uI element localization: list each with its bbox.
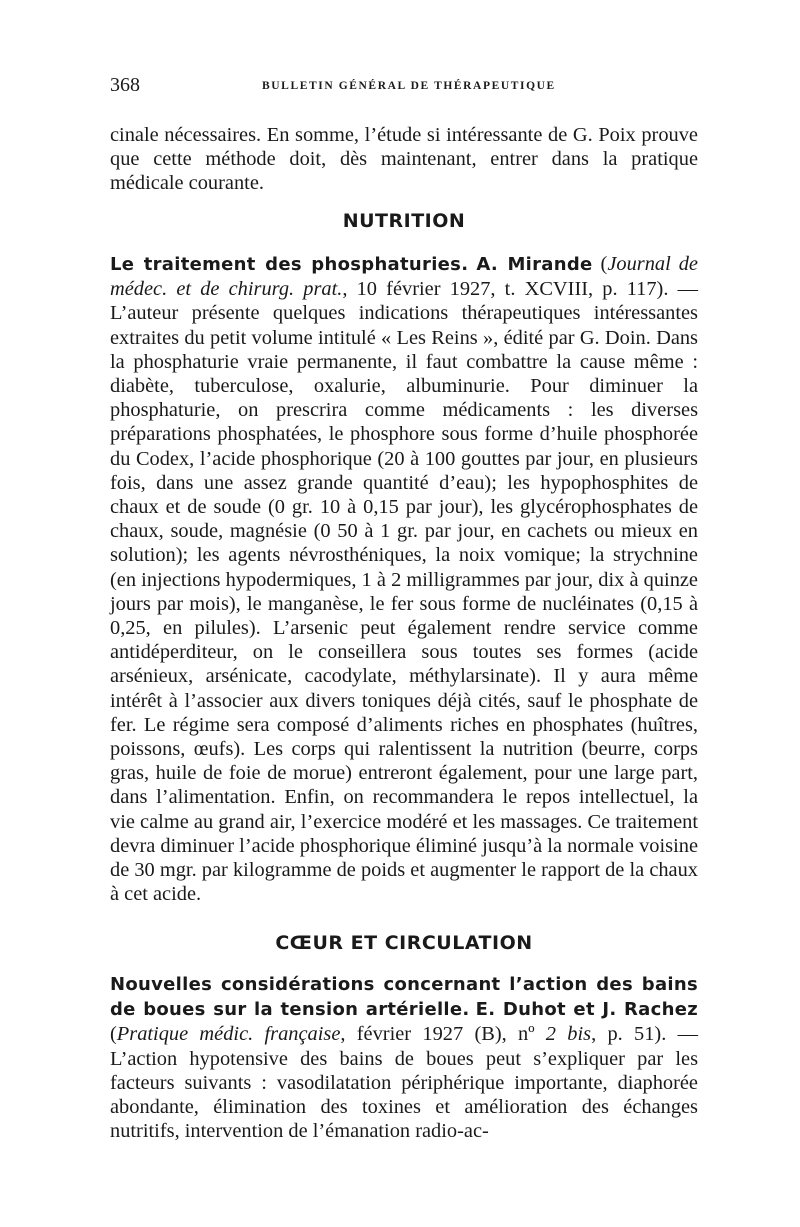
article-body: — L’action hypotensive des bains de boues peut s’expliquer par les facteurs suivants : vasodilatation périphérique importante, diaphorée abondante, élimination des toxines et amélioration des échanges nutritifs, intervention de l’émanation radio-ac- xyxy=(110,1023,698,1143)
section-heading-coeur: CŒUR ET CIRCULATION xyxy=(275,932,533,954)
source-page: , p. 51). xyxy=(591,1023,667,1046)
source-issue: 2 bis xyxy=(545,1023,592,1046)
article-bains-de-boues xyxy=(110,972,698,1143)
source-open: ( xyxy=(600,253,608,275)
source-open: ( xyxy=(110,1023,117,1046)
journal-title: BULLETIN GÉNÉRAL DE THÉRAPEUTIQUE xyxy=(262,80,556,92)
article-phosphaturies xyxy=(110,252,698,906)
source-journal: Journal de médec. et de chirurg. prat. xyxy=(110,253,698,301)
source-journal: Pratique médic. française xyxy=(116,1023,341,1046)
article-title: Le traitement des phosphaturies. xyxy=(110,254,469,275)
article-title: Nouvelles considérations concernant l’action des bains de boues sur la tension artérielle. xyxy=(110,974,698,1021)
page-number: 368 xyxy=(110,74,140,96)
article-authors: E. Duhot et J. Rachez xyxy=(475,999,698,1021)
section-heading-nutrition: NUTRITION xyxy=(342,210,466,232)
source-citation: , février 1927 (B), nº xyxy=(340,1023,546,1046)
running-head xyxy=(110,74,700,98)
source-citation: , 10 février 1927, t. XCVIII, p. 117). xyxy=(342,278,669,301)
article-body: — L’auteur présente quelques indications thérapeutiques intéressantes extraites du petit volume intitulé « Les Reins », édité par G. Doin. Dans la phosphaturie vraie permanente, il faut combattre la cause même : diabète, tuberculose, oxalurie, albuminurie. Pour diminuer la phosphaturie, on prescrira comme médicaments : les diverses préparations phosphatées, le phosphore sous forme d’huile phosphorée du Codex, l’acide phosphorique (20 à 100 gouttes par jour, en plusieurs fois, dans une assez grande quantité d’eau); les hypophosphites de chaux et de soude (0 gr. 10 à 0,15 par jour), les glycérophosphates de chaux, soude, magnésie (0 50 à 1 gr. par jour, en cachets ou mieux en solution); les agents névrosthéniques, la noix vomique; la strychnine (en injections hypodermiques, 1 à 2 milligrammes par jour, dix à quinze jours par mois), le manganèse, le fer sous forme de nucléinates (0,15 à 0,25, en pilules). L’arsenic peut également rendre service comme antidéperditeur, on le conseillera sous toutes ses formes (acide arsénieux, arsénicate, cacodylate, méthylarsinate). Il y aura même intérêt à l’associer aux divers toniques déjà cités, sauf le phosphate de fer. Le régime sera composé d’aliments riches en phosphates (huîtres, poissons, œufs). Les corps qui ralentissent la nutrition (beurre, corps gras, huile de foie de morue) entreront également, pour une large part, dans l’alimentation. Enfin, on recommandera le repos intellectuel, la vie calme au grand air, l’exercice modéré et les massages. Ce traitement devra diminuer l’acide phosphorique éliminé jusqu’à la normale voisine de 30 mgr. par kilogramme de poids et augmenter le rapport de la chaux à cet acide. xyxy=(110,278,698,906)
intro-paragraph: cinale nécessaires. En somme, l’étude si intéressante de G. Poix prouve que cette méthode doit, dès maintenant, entrer dans la pratique médicale courante. xyxy=(110,124,698,195)
article-author: A. Mirande xyxy=(476,254,593,275)
